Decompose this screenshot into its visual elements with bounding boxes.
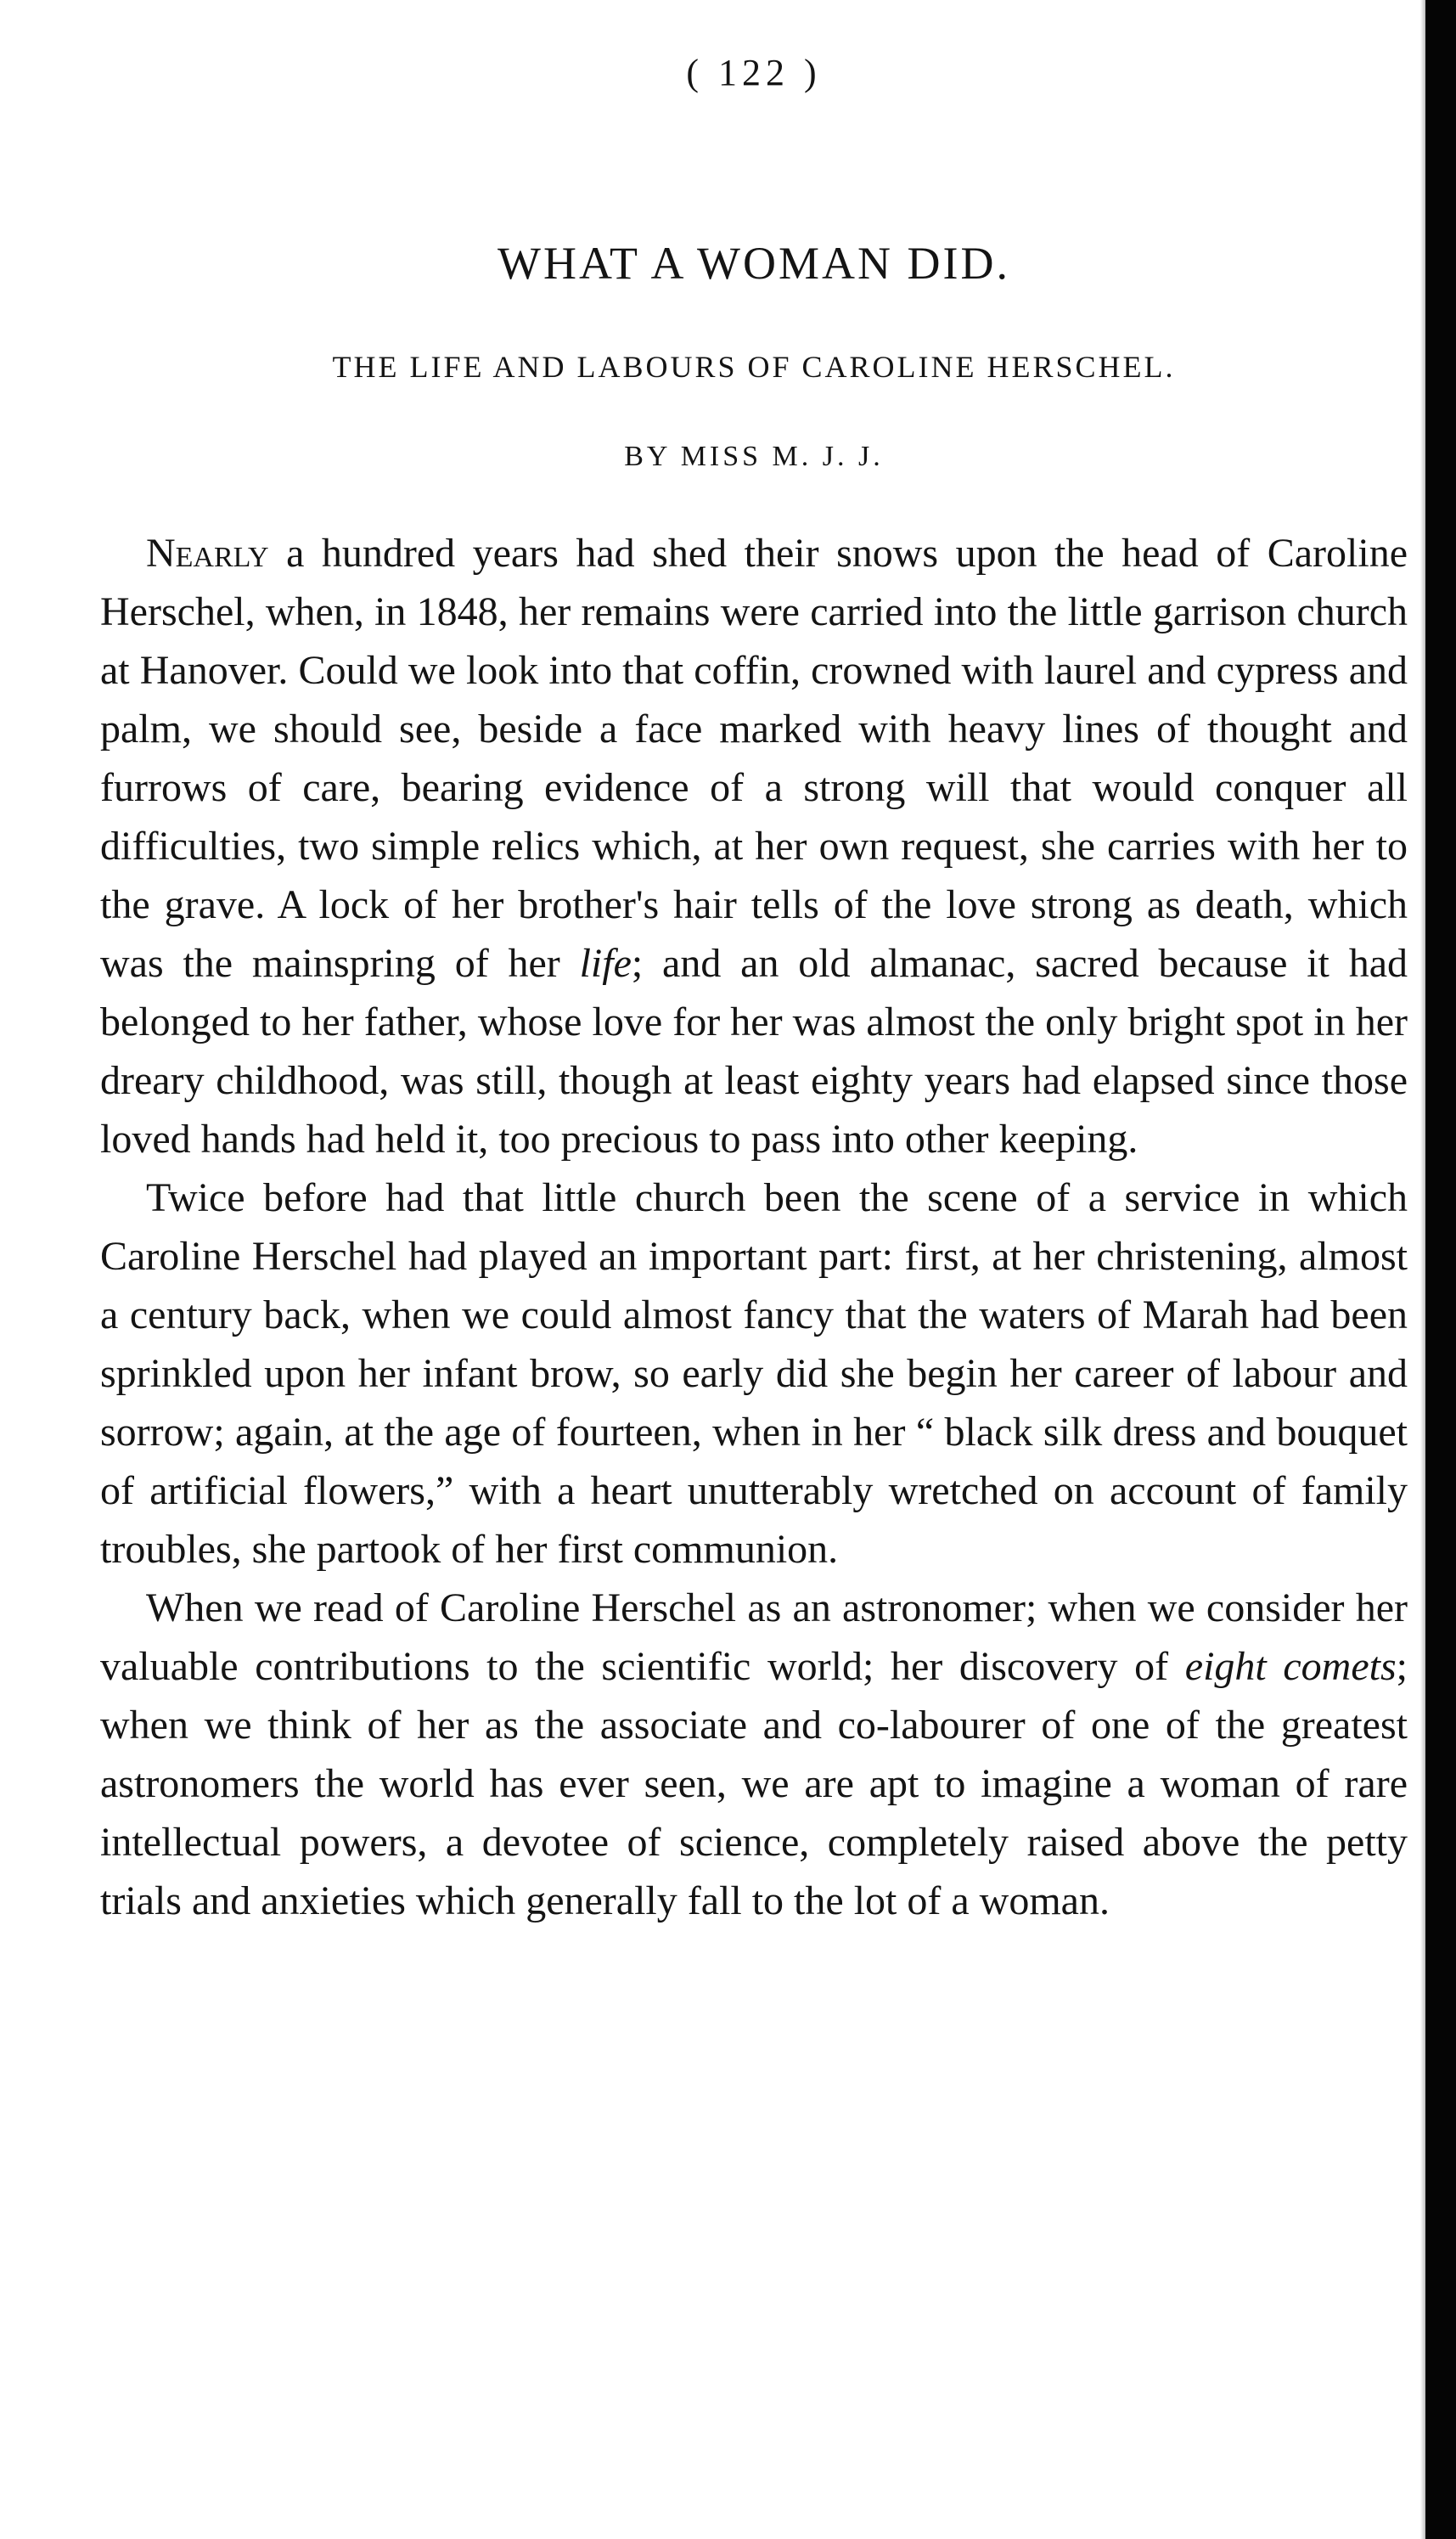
byline: BY MISS M. J. J.	[624, 441, 884, 472]
paragraph-1-text-a: a hundred years had shed their snows upon the head of Caroline Herschel, when, in 1848, her remains were carried into the little garrison church at Hanover. Could we look into that coffin, crowned with laurel and cypress and palm, we should see, beside a face marked with heavy lines of thought and furrows of care, bearing evidence of a strong will that would conquer all difficulties, two simple relics which, at her own request, she carries with her to the grave. A lock of her brother's hair tells of the love strong as death, which was the mainspring of her	[100, 531, 1408, 986]
paragraph-1-italic: life	[579, 941, 632, 986]
article-title: WHAT A WOMAN DID.	[498, 238, 1010, 289]
paragraph-3-text-b: ; when we think of her as the associate and co-labourer of one of the greatest astronomers the world has ever seen, we are apt to imagine a woman of rare intellectual powers, a devotee of science, completely raised above the petty trials and anxieties which generally fall to the lot of a woman.	[100, 1644, 1408, 1923]
page-number: ( 122 )	[686, 52, 822, 93]
paragraph-3-text-a: When we read of Caroline Herschel as an astronomer; when we consider her valuable contributions to the scientific world; her discovery of	[100, 1585, 1408, 1689]
article-subtitle: THE LIFE AND LABOURS OF CAROLINE HERSCHEL.	[332, 350, 1176, 384]
paragraph-1-text-b: ; and an old almanac, sacred because it had belonged to her father, whose love for her was almost the only bright spot in her dreary childhood, was still, though at least eighty years had elapsed since those loved hands had held it, too precious to pass into other keeping.	[100, 941, 1408, 1162]
book-page	[100, 51, 1408, 1930]
paragraph-3	[100, 1579, 1408, 1930]
paragraph-2-text: Twice before had that little church been the scene of a service in which Caroline Herschel had played an important part: first, at her christening, almost a century back, when we could almost fancy that the waters of Marah had been sprinkled upon her infant brow, so early did she begin her career of labour and sorrow; again, at the age of fourteen, when in her “ black silk dress and bouquet of artificial flowers,” with a heart unutterably wretched on account of family troubles, she partook of her first communion.	[100, 1175, 1408, 1572]
paragraph-1	[100, 524, 1408, 1168]
paragraph-3-italic: eight comets	[1184, 1644, 1397, 1689]
paragraph-2	[100, 1168, 1408, 1579]
scan-binding-edge	[1425, 0, 1456, 2539]
lead-word: Nearly	[146, 531, 269, 576]
